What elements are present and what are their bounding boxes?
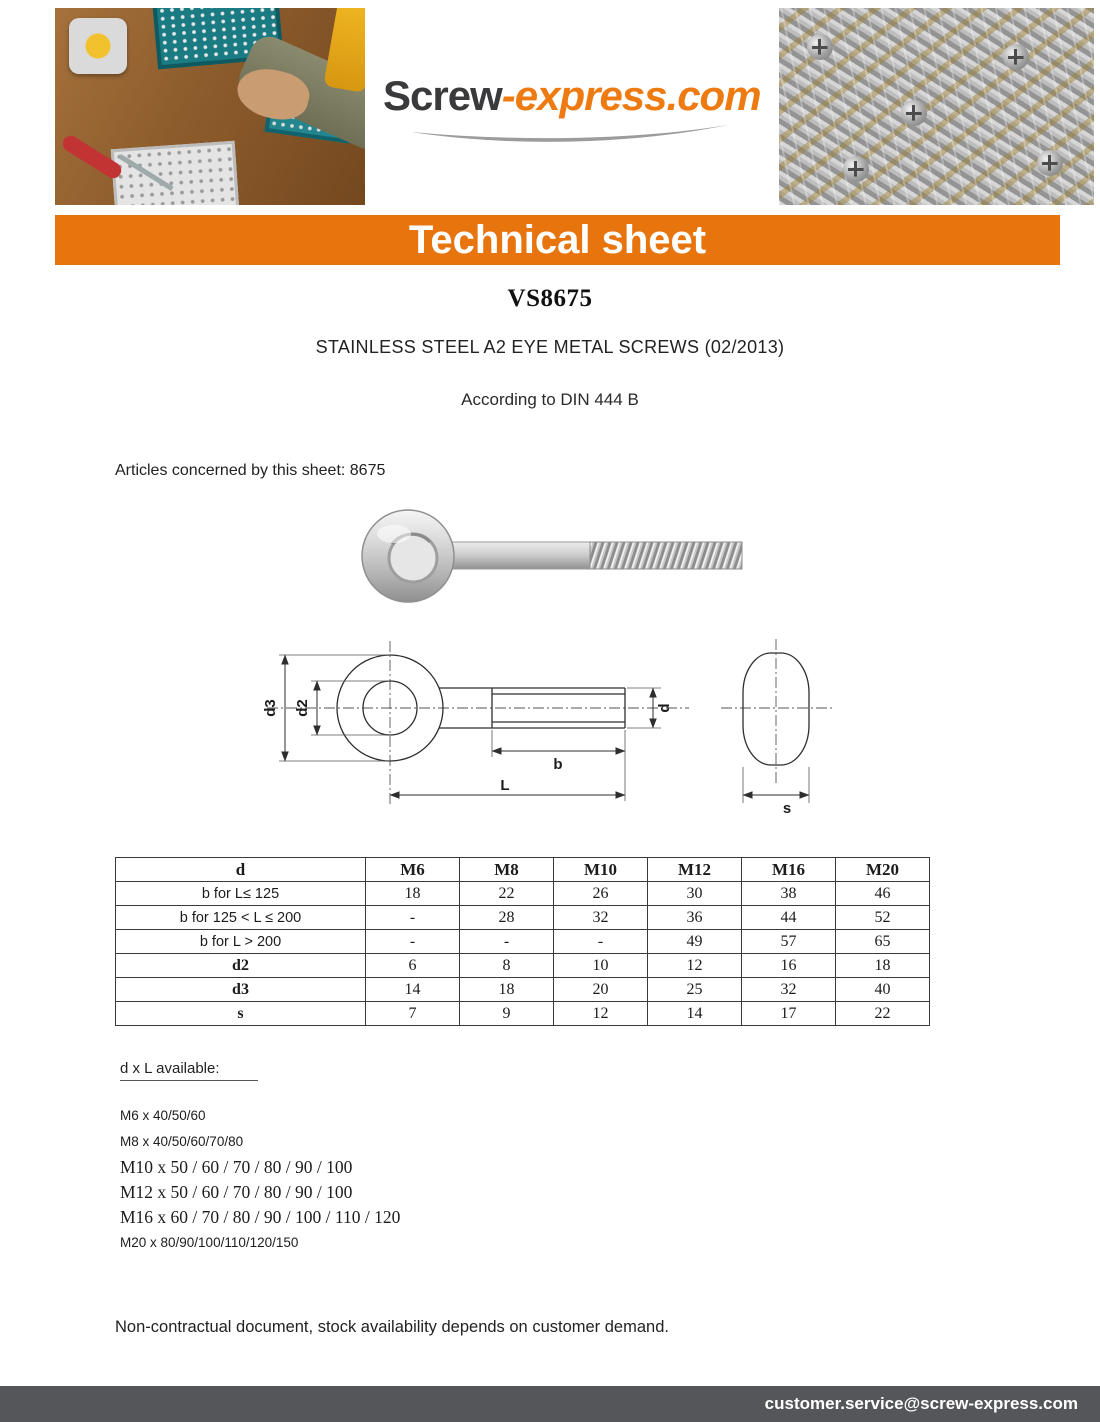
support-email-link[interactable]: customer.service@screw-express.com (764, 1394, 1078, 1413)
spec-value-cell: 25 (648, 978, 742, 1002)
spec-value-cell: 26 (554, 882, 648, 906)
spec-size-column-header: M16 (742, 858, 836, 882)
spec-size-column-header: M8 (460, 858, 554, 882)
spec-value-cell: 6 (366, 954, 460, 978)
spec-size-column-header: M6 (366, 858, 460, 882)
table-row (116, 906, 930, 930)
logo-suffix: -express.com (501, 72, 761, 119)
articles-line: Articles concerned by this sheet: 8675 (115, 462, 386, 479)
drill-shape (323, 8, 365, 93)
availability-list (120, 1103, 1100, 1256)
page-header (0, 0, 1100, 205)
spec-row-label: d3 (116, 978, 366, 1002)
technical-sheet-banner (55, 215, 1060, 265)
logo-swoosh-shape (407, 122, 737, 148)
spec-value-cell: 18 (836, 954, 930, 978)
spec-value-cell: 22 (460, 882, 554, 906)
availability-item: M8 x 40/50/60/70/80 (120, 1134, 244, 1149)
spec-value-cell: 36 (648, 906, 742, 930)
spec-value-cell: 40 (836, 978, 930, 1002)
dimension-drawing (255, 633, 835, 818)
spec-row-label: s (116, 1002, 366, 1026)
spec-table (115, 857, 930, 1026)
dim-label-d3: d3 (262, 699, 279, 717)
screw-head-shape (1003, 44, 1029, 70)
table-row (116, 882, 930, 906)
tape-measure-shape (69, 18, 127, 74)
availability-section (120, 1060, 1100, 1256)
table-row (116, 1002, 930, 1026)
spec-value-cell: 32 (554, 906, 648, 930)
spec-value-cell: - (554, 930, 648, 954)
spec-value-cell: 38 (742, 882, 836, 906)
availability-item: M16 x 60 / 70 / 80 / 90 / 100 / 110 / 120 (120, 1207, 401, 1227)
spec-row-label: b for 125 < L ≤ 200 (116, 906, 366, 930)
spec-value-cell: 32 (742, 978, 836, 1002)
workbench-photo (55, 8, 365, 205)
logo-text (383, 72, 761, 120)
spec-value-cell: 10 (554, 954, 648, 978)
spec-row-label: b for L > 200 (116, 930, 366, 954)
spec-value-cell: - (366, 930, 460, 954)
spec-value-cell: 52 (836, 906, 930, 930)
table-row (116, 954, 930, 978)
spec-value-cell: 30 (648, 882, 742, 906)
spec-value-cell: - (366, 906, 460, 930)
dim-label-b: b (553, 756, 563, 773)
spec-size-column-header: M20 (836, 858, 930, 882)
table-row (116, 930, 930, 954)
document-standard: According to DIN 444 B (461, 390, 639, 409)
table-row (116, 978, 930, 1002)
screw-head-shape (1037, 150, 1063, 176)
document-reference: VS8675 (507, 285, 593, 312)
dim-label-d2: d2 (294, 699, 311, 717)
spec-size-column-header: M12 (648, 858, 742, 882)
dim-label-s: s (782, 800, 792, 817)
availability-heading: d x L available: (120, 1060, 258, 1081)
spec-value-cell: 65 (836, 930, 930, 954)
spec-value-cell: 28 (460, 906, 554, 930)
spec-value-cell: 46 (836, 882, 930, 906)
spec-row-label: b for L≤ 125 (116, 882, 366, 906)
dim-label-L: L (500, 777, 510, 794)
document-title: STAINLESS STEEL A2 EYE METAL SCREWS (02/2013) (315, 337, 785, 357)
spec-value-cell: 14 (648, 1002, 742, 1026)
availability-item: M20 x 80/90/100/110/120/150 (120, 1235, 299, 1250)
spec-label-column-header: d (116, 858, 366, 882)
banner-title: Technical sheet (408, 217, 707, 262)
parts-box-shape (111, 141, 239, 205)
spec-value-cell: 22 (836, 1002, 930, 1026)
dim-label-d: d (656, 703, 673, 713)
spec-value-cell: 44 (742, 906, 836, 930)
screws-pile-photo (779, 8, 1094, 205)
spec-value-cell: 16 (742, 954, 836, 978)
screw-head-shape (901, 100, 927, 126)
availability-item: M10 x 50 / 60 / 70 / 80 / 90 / 100 (120, 1157, 353, 1177)
screw-head-shape (807, 34, 833, 60)
spec-table-body (116, 882, 930, 1026)
logo (383, 8, 761, 148)
spec-value-cell: 12 (554, 1002, 648, 1026)
spec-value-cell: 17 (742, 1002, 836, 1026)
spec-value-cell: 8 (460, 954, 554, 978)
spec-row-label: d2 (116, 954, 366, 978)
spec-value-cell: 20 (554, 978, 648, 1002)
spec-value-cell: 57 (742, 930, 836, 954)
spec-size-column-header: M10 (554, 858, 648, 882)
spec-table-header-row (116, 858, 930, 882)
page-footer (0, 1386, 1100, 1422)
spec-value-cell: 49 (648, 930, 742, 954)
availability-item: M12 x 50 / 60 / 70 / 80 / 90 / 100 (120, 1182, 353, 1202)
spec-value-cell: 12 (648, 954, 742, 978)
spec-value-cell: 18 (366, 882, 460, 906)
product-photo (350, 498, 750, 615)
spec-value-cell: 14 (366, 978, 460, 1002)
spec-value-cell: 9 (460, 1002, 554, 1026)
spec-value-cell: - (460, 930, 554, 954)
non-contractual-note: Non-contractual document, stock availability depends on customer demand. (115, 1318, 669, 1336)
logo-prefix: Screw (383, 72, 502, 119)
screw-head-shape (843, 156, 869, 182)
spec-value-cell: 7 (366, 1002, 460, 1026)
availability-item: M6 x 40/50/60 (120, 1108, 206, 1123)
eye-bolt-image (350, 498, 750, 610)
technical-drawing (255, 633, 1100, 823)
spec-value-cell: 18 (460, 978, 554, 1002)
